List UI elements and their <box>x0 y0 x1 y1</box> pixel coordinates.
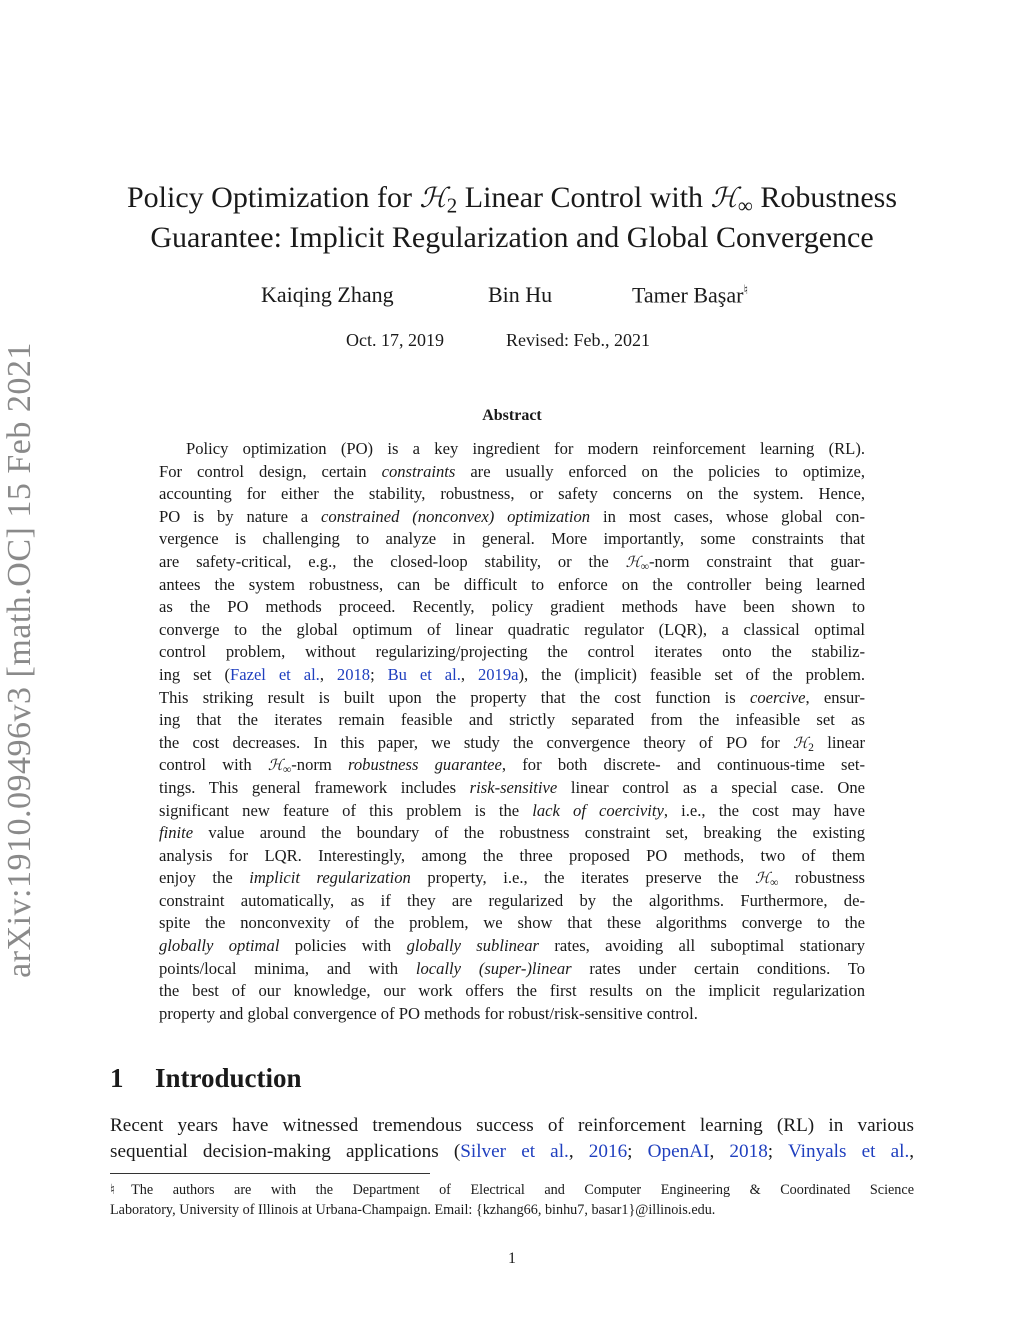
abstract-line: accounting for either the stability, robustness, or safety concerns on the system. Hence, <box>159 484 865 504</box>
paper-title <box>90 178 934 258</box>
abstract-line: This striking result is built upon the property that the cost function is coercive, ensur- <box>159 687 866 707</box>
abstract-line: as the PO methods proceed. Recently, policy gradient methods have been shown to <box>159 597 865 617</box>
abstract-line: Policy optimization (PO) is a key ingredient for modern reinforcement learning (RL). <box>186 439 865 458</box>
abstract-line: ing that the iterates remain feasible and strictly separated from the infeasible set as <box>159 710 865 730</box>
arxiv-id-text: arXiv:1910.09496v3 [math.OC] 15 Feb 2021 <box>1 342 38 978</box>
section-title: Introduction <box>155 1063 302 1093</box>
abstract-line: spite the nonconvexity of the problem, we show that these algorithms converge to the <box>159 913 865 933</box>
abstract-line: antees the system robustness, can be difficult to enforce on the controller being learned <box>159 574 865 594</box>
intro-line: Recent years have witnessed tremendous success of reinforcement learning (RL) in various <box>110 1115 914 1136</box>
abstract-line: vergence is challenging to analyze in general. More importantly, some constraints that <box>159 529 865 549</box>
abstract-heading: Abstract <box>482 407 542 424</box>
footnote <box>110 1180 914 1220</box>
section-number: 1 <box>110 1063 124 1093</box>
citation-link[interactable]: Bu et al. <box>387 664 461 684</box>
page-number: 1 <box>508 1250 516 1267</box>
intro-paragraph <box>110 1113 914 1165</box>
abstract-line: constraint automatically, as if they are regularized by the algorithms. Furthermore, de- <box>159 890 865 910</box>
citation-link[interactable]: Fazel et al. <box>229 664 320 684</box>
abstract-line: property and global convergence of PO methods for robust/risk-sensitive control. <box>159 1003 698 1023</box>
original-date: Oct. 17, 2019 <box>346 330 444 350</box>
abstract-line: points/local minima, and with locally (super-)linear rates under certain conditions. To <box>159 958 866 978</box>
abstract-line: the cost decreases. In this paper, we study the convergence theory of PO for ℋ$_2$ linear <box>159 732 865 754</box>
abstract-body <box>159 438 865 1025</box>
abstract-line: the best of our knowledge, our work offers the first results on the implicit regularization <box>159 981 865 1001</box>
abstract-line: finite value around the boundary of the robustness constraint set, breaking the existing <box>159 823 865 843</box>
title-line-1: Policy Optimization for ℋ$_2$ Linear Control with ℋ$_\infty$ Robustness <box>127 181 897 218</box>
citation-link[interactable]: 2019a <box>477 664 519 684</box>
author-2: Bin Hu <box>488 282 553 307</box>
citation-link[interactable]: Silver et al. <box>460 1141 569 1162</box>
intro-line: sequential decision-making applications (Silver et al., 2016; OpenAI, 2018; Vinyals et al., <box>110 1141 915 1162</box>
abstract-line: control with ℋ$_\infty$-norm robustness guarantee, for both discrete- and continuous-time set- <box>159 755 866 777</box>
revised-date: Revised: Feb., 2021 <box>506 330 650 350</box>
footnote-line: ♮The authors are with the Department of Electrical and Computer Engineering & Coordinated Science <box>110 1182 914 1198</box>
title-line-2: Guarantee: Implicit Regularization and Global Convergence <box>150 221 874 254</box>
abstract-line: PO is by nature a constrained (nonconvex) optimization in most cases, whose global con- <box>159 506 865 526</box>
abstract-line: control problem, without regularizing/projecting the control iterates onto the stabiliz- <box>159 642 865 662</box>
section-heading <box>110 1063 302 1094</box>
abstract-line: For control design, certain constraints are usually enforced on the policies to optimize, <box>159 461 865 481</box>
citation-link[interactable]: 2018 <box>336 664 371 684</box>
abstract-line: tings. This general framework includes risk-sensitive linear control as a special case. One <box>159 777 865 797</box>
footnote-rule <box>110 1173 430 1174</box>
footnote-line: Laboratory, University of Illinois at Urbana-Champaign. Email: {kzhang66, binhu7, basar1}@illinois.edu. <box>110 1202 716 1218</box>
citation-link[interactable]: OpenAI <box>647 1141 710 1162</box>
citation-link[interactable]: 2018 <box>729 1141 768 1162</box>
abstract-line: globally optimal policies with globally sublinear rates, avoiding all suboptimal stationary <box>159 936 865 956</box>
abstract-line: converge to the global optimum of linear quadratic regulator (LQR), a classical optimal <box>159 619 865 639</box>
abstract-line: are safety-critical, e.g., the closed-loop stability, or the ℋ$_\infty$-norm constraint that guar- <box>159 551 865 573</box>
abstract-line: enjoy the implicit regularization property, i.e., the iterates preserve the ℋ$_\infty$ robustness <box>159 868 865 890</box>
author-3: Tamer Başar♮ <box>632 282 749 308</box>
abstract-line: significant new feature of this problem is the lack of coercivity, i.e., the cost may have <box>159 800 865 820</box>
author-1: Kaiqing Zhang <box>261 282 394 307</box>
abstract-line: analysis for LQR. Interestingly, among the three proposed PO methods, two of them <box>159 845 865 865</box>
citation-link[interactable]: Vinyals et al. <box>787 1141 910 1162</box>
abstract-line: ing set (Fazel et al., 2018; Bu et al., 2019a), the (implicit) feasible set of the problem. <box>159 664 866 684</box>
citation-link[interactable]: 2016 <box>588 1141 628 1162</box>
